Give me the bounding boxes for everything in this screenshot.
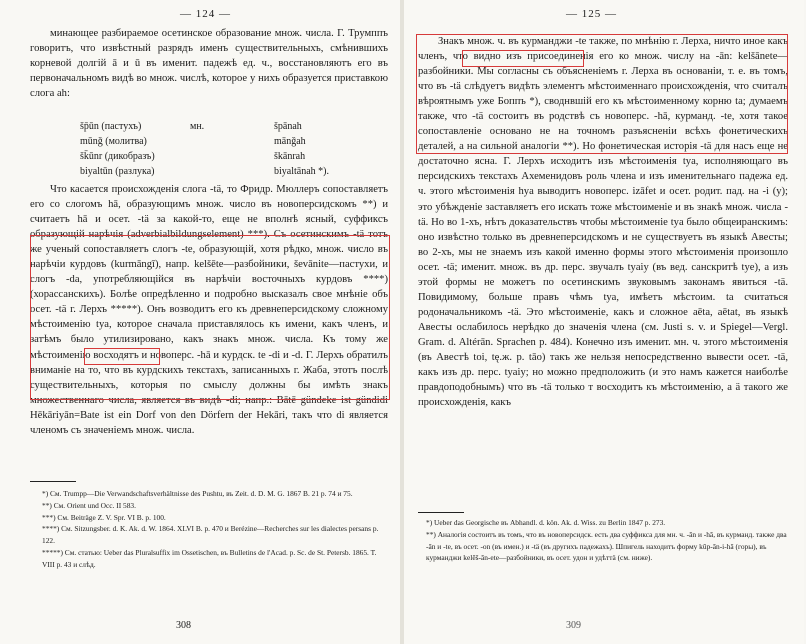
- footnotes: [42, 488, 388, 571]
- page-number: — 124 —: [180, 8, 231, 20]
- plural-mark: [190, 165, 274, 180]
- plural-form: špānah: [274, 121, 302, 132]
- footnote: **) Cм. Orient und Occ. II 583.: [42, 500, 136, 510]
- footer-page-number: 309: [566, 620, 581, 631]
- footnote: *****) Cм. статью: Ueber das Pluralsuffix im Ossetischen, въ Bulletins de l'Acad. p. Sc. de St. Petersb. 1865. T. VIII p. 43 и слѣд.: [42, 547, 377, 569]
- plural-mark: [190, 150, 274, 165]
- footnote: **) Аналогія состоитъ въ томъ, что въ новоперсидск. есть два суффикса для мн. ч. -ān и -hā, въ курманд. также два -ān и -te, въ осет. -on (въ имен.) и -tä (въ другихъ падежахъ). Шпигель находитъ форму kūp-ān-i-hā (горы), въ курманджи kelēš-ān-ete—разбойники, въ осет. удон и удѣттä (см. ниже).: [426, 529, 787, 563]
- singular-form: mūnǧ (молитва): [80, 135, 147, 147]
- word-list: [80, 120, 329, 180]
- plural-mark: [190, 135, 274, 150]
- word-row: [80, 150, 329, 165]
- singular-form: šp̄ūn (пастухъ): [80, 121, 142, 132]
- right-page: [404, 0, 804, 644]
- footnote: *) Ueber das Georgische въ Abhandl. d. kön. Ak. d. Wiss. zu Berlin 1847 p. 273.: [426, 518, 666, 527]
- plural-mark: мн.: [190, 121, 205, 132]
- footnotes: [426, 517, 788, 564]
- footnote: *) Cм. Trumpp—Die Verwandschaftsverhältnisse des Pushtu, въ Zeit. d. D. M. G. 1867 B. 21 p. 74 и 75.: [42, 489, 353, 498]
- left-page: [0, 0, 400, 644]
- word-row: [80, 120, 329, 135]
- footnote: ****) Cм. Sitzungsber. d. K. Ak. d. W. 1864. XLVI B. p. 470 и Berézine—Recherches sur les dialectes persans p. 122.: [42, 524, 379, 546]
- main-paragraph: Знакъ множ. ч. въ курманджи -te также, по мнѣнію г. Лерха, ничто иное какъ членъ, что видно изъ присоединенія его ко множ. числу на -ān: kelšānete—разбойники. Мы согласны съ объясненіемъ г. Лерха въ основаніи, т. е. въ томъ, что въ -tä слѣдуетъ видѣть элементъ мѣстоименнаго происхожденія, что считалъ вѣроятнымъ уже Боппъ *), своднвшій его къ мѣстоименному корню ta; думаемъ также, что -tä состоитъ въ родствѣ съ новоперс. -hā, курманд. -te, хотя такое сопоставленіе основано не на точномъ разъясненіи всѣхъ фонетическихъ деталей, а на сильной аналогіи **). Но фонетическая исторія -tä для насъ еще не достаточно ясна. Г. Лерхъ исходитъ изъ мѣстоименія tya, исполняющаго въ персидскихъ текстахъ Ахеменидовъ роль члена и изъ именительнаго падежа ед. ч. этого мѣстоименія hya выводитъ новоперс. izāfet и осет. родит. пад. на -i (у); это убѣжденіе заставляетъ его искать тоже мѣстоименіе и въ знакѣ множ. числа -tä. Но во 1-хъ, нѣтъ доказательствъ чтобы мѣстоименіе tya было общеиранскимъ: оно извѣстно только въ древнеперсидскомъ и не существуетъ въ языкѣ Авесты; во 2-хъ, мы не знаемъ изъ какой именно формы этого мѣстоименія произошло осет. -tä; именит. множ. въ др. перс. звучалъ tyaiy (въ вед. санскритѣ tye), а изъ этой формы не можетъ по осетинскимъ звуковымъ законамъ явиться -tä. Повидимому, больше правъ чѣмъ tya, имѣетъ мѣстоим. ta считаться родоначальникомъ -tä. Это мѣстоименіе, какъ и сложное aēta, aētat, въ языкѣ Авесты ослабилось нерѣдко до значенія члена (см. Justi s. v. и Spiegel—Vergl. Gram. d. Altérān. Sprachen p. 484). Конечно изъ именит. мн. ч. этого мѣстоименія (въ Авестѣ toi, tę.ж. р. tāo) такъ же нельзя непосредственно вывести осет. -tä, какъ изъ др. перс. tyaiy; но можно предположить (и это намъ кажется наиболѣе правдоподобнымъ) что въ -tä только т восходитъ къ мѣстоименію, а ä такого же происхожденія, какъ: [418, 36, 788, 409]
- footnote: ***) Cм. Beiträge Z. V. Spr. VI B. p. 100.: [42, 512, 166, 522]
- singular-form: biyaltūn (разлука): [80, 165, 155, 177]
- singular-form: šk̄ūnr (дикобразъ): [80, 150, 155, 162]
- intro-paragraph: минающее разбираемое осетинское образование множ. числа. Г. Трумппъ говоритъ, что извѣстный разрядъ именъ существительныхъ, смѣнившихъ корневой долгій ā и ū въ именит. падежѣ ед. ч., восстановляютъ его въ первоначальномъ видѣ во множ. числѣ, которое у нихъ образуется приставкою слога ah:: [30, 28, 388, 100]
- main-paragraph: Что касается происхожденія слога -tä, то Фридр. Мюллеръ сопоставляетъ его со слогомъ hā, образующимъ множ. число въ новоперсидскомъ **) и считаетъ hā и осет. -tä за какой-то, еще не вполнѣ ясный, суффиксъ образующій нарѣчія (adverbialbildungselement) ***). Съ осетинскимъ -tä тотъ же ученый сопоставляетъ слогъ -te, образующій, хотя рѣдко, множ. число въ нарѣчіи курдовъ (kurmāngī), напр. kelšēte—разбойники, ševānite—пастухи, и слогъ -da, употребляющійся въ нарѣчіи восточныхъ курдовъ ****) (хорассанскихъ). Болѣе опредѣленно и подробно высказалъ свое мнѣніе объ осет. -tä г. Лерхъ *****). Онъ возводитъ его къ древнеперсидскому сложному мѣстоименію tya, которое сначала приставлялось къ имени, какъ членъ, и затѣмъ было утилизировано, какъ знакъ множ. числа. Къ тому же мѣстоименію восходятъ и новоперс. -hā и курдск. te -di и -d. Г. Лерхъ обратилъ вниманіе на то, что въ курдскихъ текстахъ, записанныхъ г. Жаба, этотъ послѣ существительныхъ, которыя по смыслу должны бы имѣть знакъ множественнаго числа, является въ видѣ -di; напр.: Bātē gündeke ist gündidi Hēkāriyān=Bate ist ein Dorf von den Dörfern der Hekāri, такъ что di является членомъ съ значеніемъ множ. числа.: [30, 184, 388, 436]
- footer-page-number: 308: [176, 620, 191, 631]
- page-number: — 125 —: [566, 8, 617, 20]
- word-row: [80, 135, 329, 150]
- plural-form: škānrah: [274, 150, 306, 162]
- plural-form: biyaltānah *).: [274, 165, 329, 177]
- plural-form: mānǧah: [274, 135, 306, 147]
- word-row: [80, 165, 329, 180]
- footnote-rule: [30, 481, 76, 482]
- footnote-rule: [418, 512, 464, 513]
